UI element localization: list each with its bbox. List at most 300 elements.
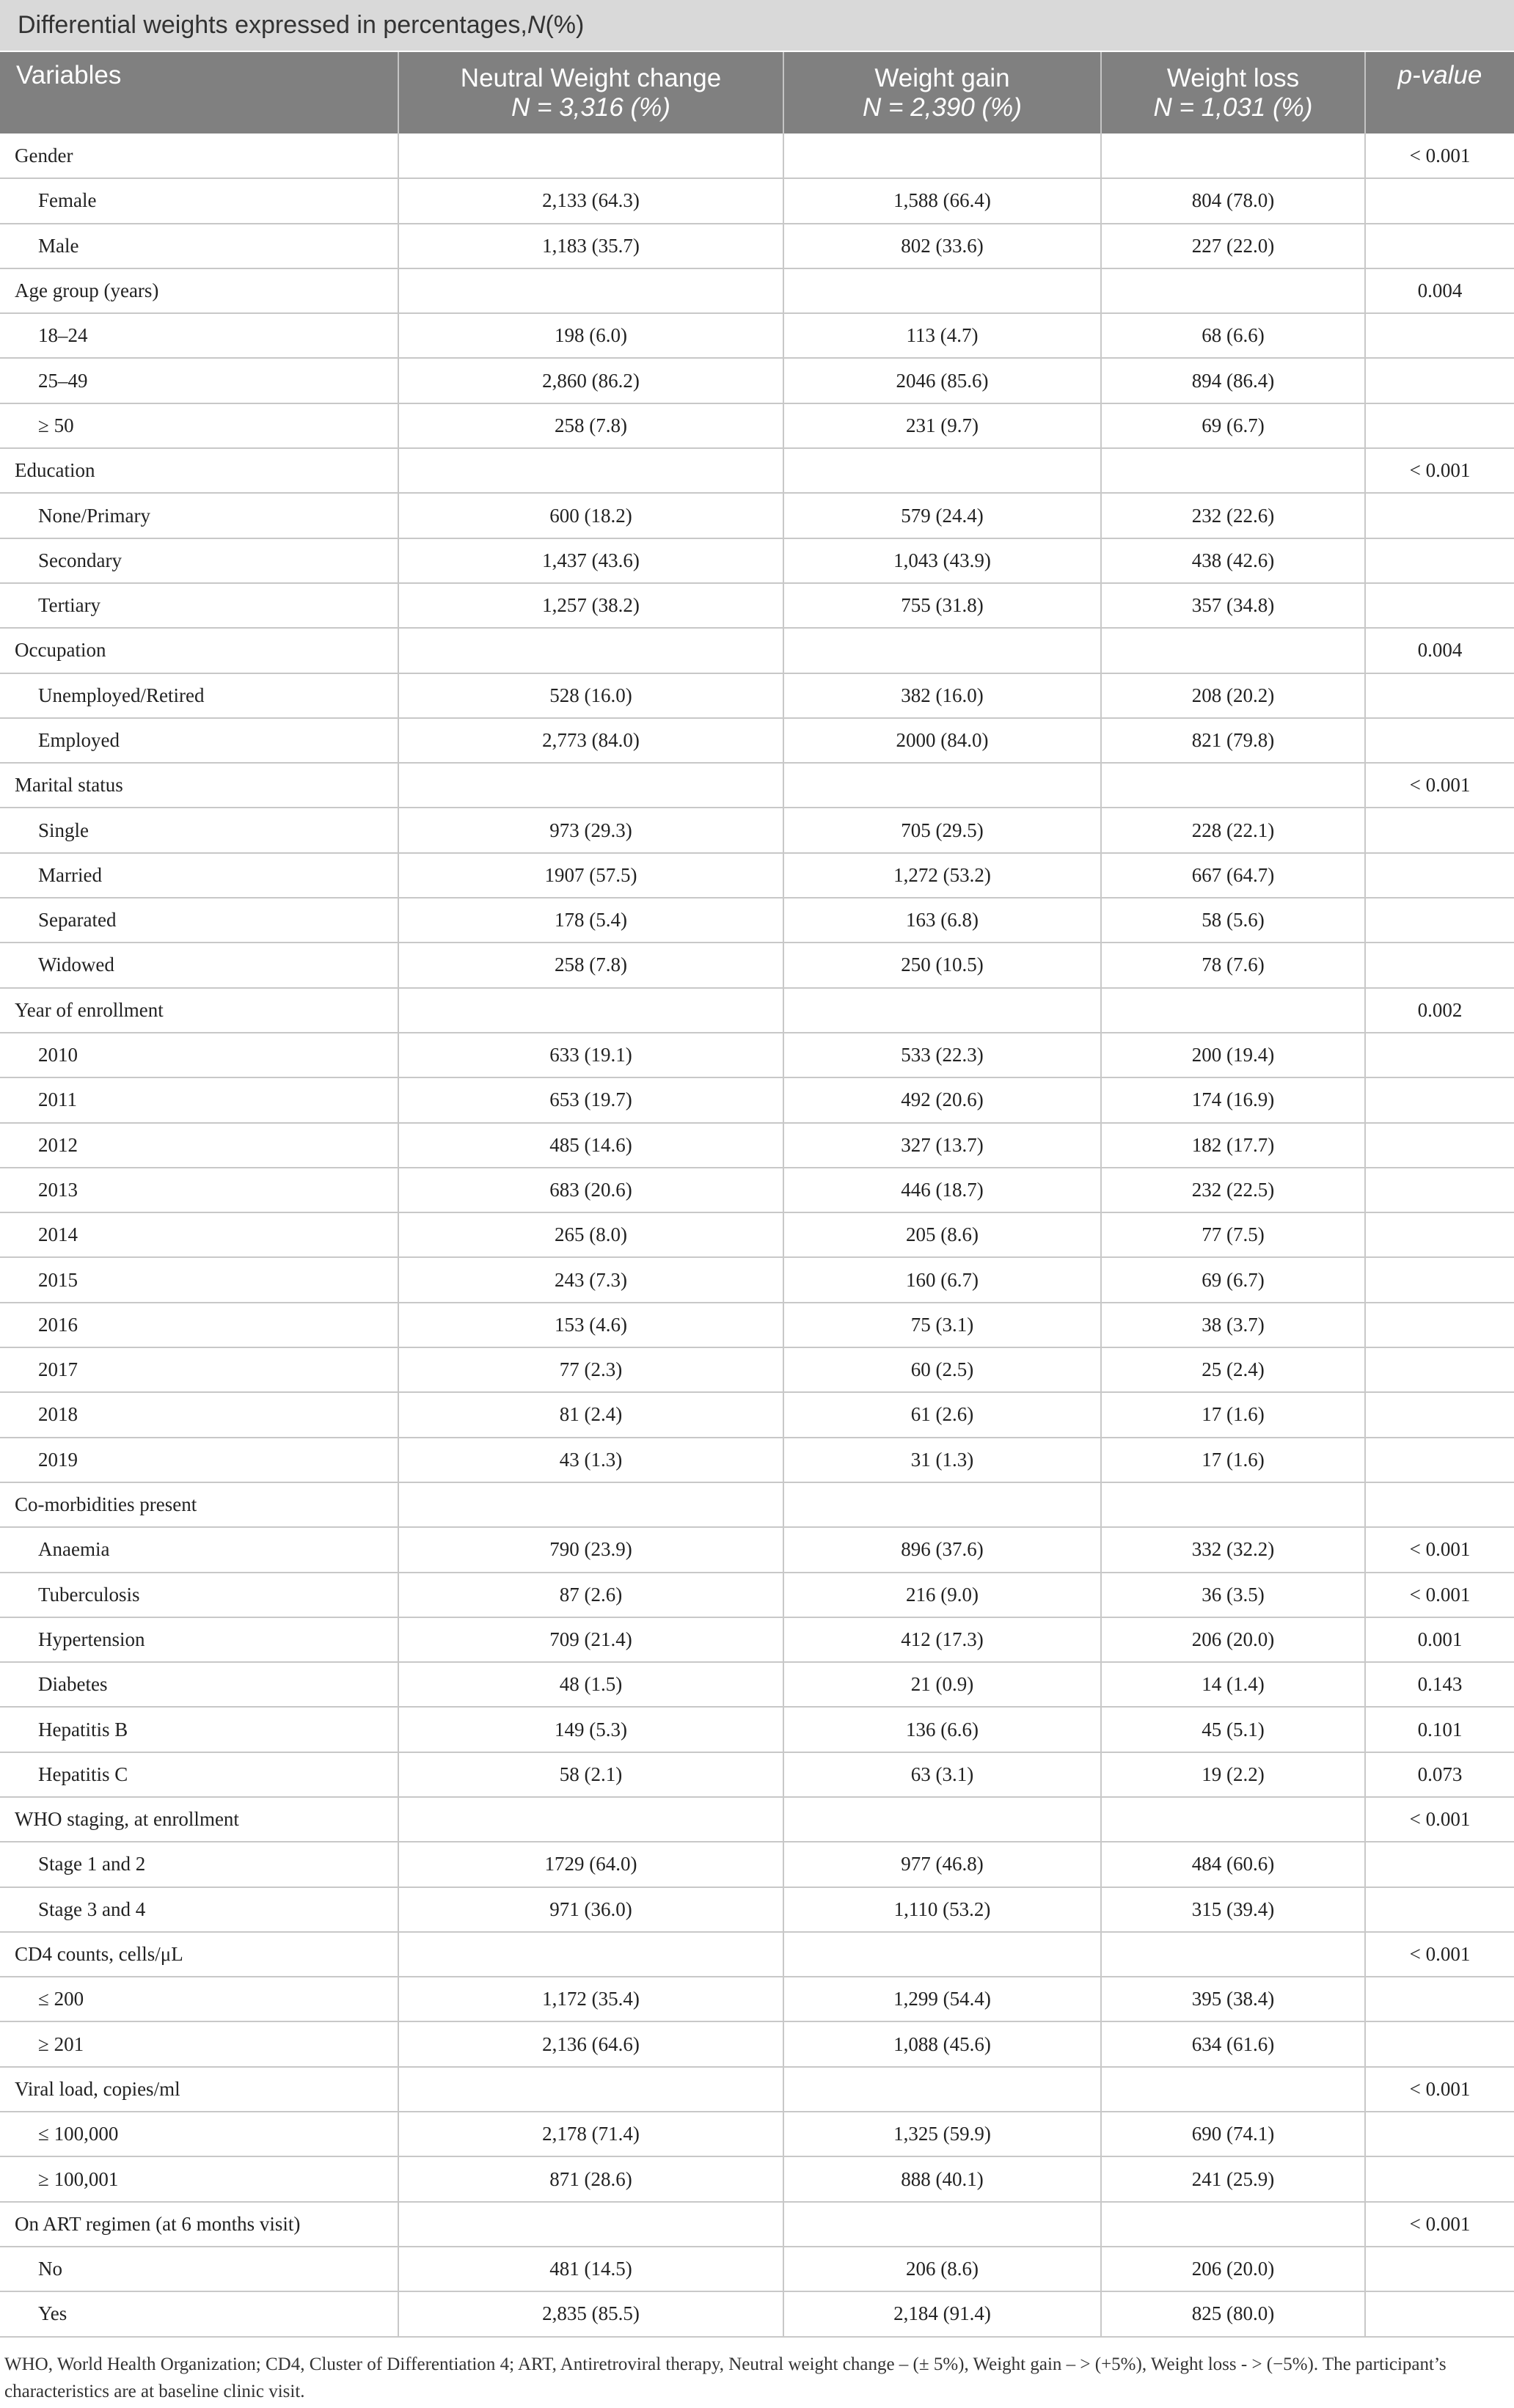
neutral-cell: 149 (5.3) <box>398 1707 783 1752</box>
table-body <box>0 133 1514 2337</box>
gain-cell <box>783 1932 1101 1977</box>
table-row <box>0 493 1514 538</box>
p-value-cell: < 0.001 <box>1365 763 1514 808</box>
gain-cell: 705 (29.5) <box>783 808 1101 852</box>
neutral-cell: 1729 (64.0) <box>398 1842 783 1886</box>
table-group-row <box>0 1797 1514 1842</box>
neutral-cell: 178 (5.4) <box>398 898 783 943</box>
p-value-cell <box>1365 583 1514 628</box>
row-label: 25–49 <box>0 358 398 403</box>
p-value-cell <box>1365 1033 1514 1077</box>
p-value-cell: 0.143 <box>1365 1662 1514 1707</box>
neutral-cell: 600 (18.2) <box>398 493 783 538</box>
neutral-cell: 1,172 (35.4) <box>398 1977 783 2021</box>
loss-cell: 894 (86.4) <box>1101 358 1365 403</box>
neutral-cell: 258 (7.8) <box>398 943 783 987</box>
p-value-cell <box>1365 1438 1514 1482</box>
p-value-cell <box>1365 2112 1514 2156</box>
loss-cell <box>1101 1797 1365 1842</box>
gain-cell <box>783 2202 1101 2247</box>
loss-cell: 200 (19.4) <box>1101 1033 1365 1077</box>
loss-cell: 228 (22.1) <box>1101 808 1365 852</box>
neutral-cell <box>398 133 783 178</box>
table-row <box>0 943 1514 987</box>
gain-cell <box>783 763 1101 808</box>
gain-cell: 412 (17.3) <box>783 1617 1101 1662</box>
p-value-cell <box>1365 898 1514 943</box>
neutral-cell <box>398 448 783 493</box>
table-row <box>0 1033 1514 1077</box>
row-label: 2019 <box>0 1438 398 1482</box>
caption-suffix: (%) <box>545 11 585 39</box>
table-row <box>0 583 1514 628</box>
table-group-row <box>0 268 1514 313</box>
gain-cell: 113 (4.7) <box>783 313 1101 358</box>
loss-cell: 825 (80.0) <box>1101 2291 1365 2336</box>
table-row <box>0 1303 1514 1347</box>
neutral-cell: 2,835 (85.5) <box>398 2291 783 2336</box>
gain-cell: 60 (2.5) <box>783 1347 1101 1392</box>
gain-cell: 2000 (84.0) <box>783 718 1101 763</box>
gain-cell: 136 (6.6) <box>783 1707 1101 1752</box>
header-gain <box>783 52 1101 133</box>
loss-cell: 232 (22.6) <box>1101 493 1365 538</box>
loss-cell: 36 (3.5) <box>1101 1573 1365 1617</box>
neutral-cell: 1,437 (43.6) <box>398 538 783 583</box>
header-loss <box>1101 52 1365 133</box>
gain-cell: 533 (22.3) <box>783 1033 1101 1077</box>
loss-cell: 69 (6.7) <box>1101 403 1365 448</box>
row-label: Age group (years) <box>0 268 398 313</box>
gain-cell: 21 (0.9) <box>783 1662 1101 1707</box>
neutral-cell: 1,183 (35.7) <box>398 224 783 268</box>
p-value-cell: < 0.001 <box>1365 1573 1514 1617</box>
row-label: Stage 3 and 4 <box>0 1887 398 1932</box>
table-row <box>0 673 1514 718</box>
p-value-cell <box>1365 2247 1514 2291</box>
neutral-cell: 48 (1.5) <box>398 1662 783 1707</box>
neutral-cell: 265 (8.0) <box>398 1212 783 1257</box>
row-label: 2014 <box>0 1212 398 1257</box>
p-value-cell <box>1365 1303 1514 1347</box>
row-label: No <box>0 2247 398 2291</box>
neutral-cell: 198 (6.0) <box>398 313 783 358</box>
neutral-cell: 58 (2.1) <box>398 1752 783 1797</box>
header-neutral-n: N = 3,316 (%) <box>511 92 670 122</box>
gain-cell: 802 (33.6) <box>783 224 1101 268</box>
header-loss-n: N = 1,031 (%) <box>1153 92 1313 122</box>
neutral-cell <box>398 1482 783 1527</box>
caption-text: Differential weights expressed in percentages, <box>18 11 527 39</box>
row-label: Tuberculosis <box>0 1573 398 1617</box>
table-row <box>0 1168 1514 1212</box>
header-loss-title: Weight loss <box>1166 63 1300 92</box>
table-row <box>0 1707 1514 1752</box>
loss-cell: 69 (6.7) <box>1101 1257 1365 1302</box>
gain-cell: 1,088 (45.6) <box>783 2021 1101 2066</box>
gain-cell: 160 (6.7) <box>783 1257 1101 1302</box>
table-group-row <box>0 763 1514 808</box>
neutral-cell <box>398 628 783 673</box>
table-row <box>0 1257 1514 1302</box>
loss-cell: 17 (1.6) <box>1101 1438 1365 1482</box>
row-label: Anaemia <box>0 1527 398 1572</box>
gain-cell: 205 (8.6) <box>783 1212 1101 1257</box>
row-label: None/Primary <box>0 493 398 538</box>
neutral-cell: 2,178 (71.4) <box>398 2112 783 2156</box>
p-value-cell: < 0.001 <box>1365 1932 1514 1977</box>
gain-cell <box>783 988 1101 1033</box>
row-label: Yes <box>0 2291 398 2336</box>
header-gain-n: N = 2,390 (%) <box>863 92 1022 122</box>
loss-cell: 78 (7.6) <box>1101 943 1365 987</box>
neutral-cell <box>398 2067 783 2112</box>
row-label: Separated <box>0 898 398 943</box>
row-label: Unemployed/Retired <box>0 673 398 718</box>
loss-cell: 174 (16.9) <box>1101 1077 1365 1122</box>
p-value-cell: 0.004 <box>1365 268 1514 313</box>
table-row <box>0 718 1514 763</box>
p-value-cell <box>1365 358 1514 403</box>
row-label: 2012 <box>0 1123 398 1168</box>
p-value-cell: 0.101 <box>1365 1707 1514 1752</box>
p-value-cell: < 0.001 <box>1365 448 1514 493</box>
row-label: Tertiary <box>0 583 398 628</box>
table-row <box>0 1392 1514 1437</box>
table-group-row <box>0 448 1514 493</box>
table-row <box>0 2156 1514 2201</box>
neutral-cell <box>398 988 783 1033</box>
p-value-cell: 0.001 <box>1365 1617 1514 1662</box>
gain-cell: 61 (2.6) <box>783 1392 1101 1437</box>
loss-cell: 208 (20.2) <box>1101 673 1365 718</box>
table-row <box>0 1438 1514 1482</box>
row-label: ≥ 50 <box>0 403 398 448</box>
table-row <box>0 1752 1514 1797</box>
row-label: Education <box>0 448 398 493</box>
table-group-row <box>0 133 1514 178</box>
loss-cell: 77 (7.5) <box>1101 1212 1365 1257</box>
neutral-cell: 1,257 (38.2) <box>398 583 783 628</box>
table-row <box>0 1212 1514 1257</box>
p-value-cell <box>1365 178 1514 223</box>
header-p-value <box>1365 52 1514 133</box>
p-value-cell <box>1365 1212 1514 1257</box>
neutral-cell <box>398 1797 783 1842</box>
row-label: 2013 <box>0 1168 398 1212</box>
p-value-cell <box>1365 538 1514 583</box>
loss-cell: 68 (6.6) <box>1101 313 1365 358</box>
gain-cell: 31 (1.3) <box>783 1438 1101 1482</box>
gain-cell <box>783 133 1101 178</box>
table-row <box>0 1662 1514 1707</box>
row-label: Occupation <box>0 628 398 673</box>
gain-cell: 2,184 (91.4) <box>783 2291 1101 2336</box>
gain-cell: 163 (6.8) <box>783 898 1101 943</box>
loss-cell <box>1101 1932 1365 1977</box>
neutral-cell: 153 (4.6) <box>398 1303 783 1347</box>
gain-cell: 977 (46.8) <box>783 1842 1101 1886</box>
row-label: On ART regimen (at 6 months visit) <box>0 2202 398 2247</box>
loss-cell: 206 (20.0) <box>1101 2247 1365 2291</box>
p-value-cell <box>1365 2291 1514 2336</box>
neutral-cell: 243 (7.3) <box>398 1257 783 1302</box>
row-label: Viral load, copies/ml <box>0 2067 398 2112</box>
row-label: 2018 <box>0 1392 398 1437</box>
table-group-row <box>0 628 1514 673</box>
p-value-cell <box>1365 313 1514 358</box>
gain-cell: 1,325 (59.9) <box>783 2112 1101 2156</box>
p-value-cell <box>1365 1977 1514 2021</box>
neutral-cell: 485 (14.6) <box>398 1123 783 1168</box>
table-row <box>0 2291 1514 2336</box>
neutral-cell: 77 (2.3) <box>398 1347 783 1392</box>
loss-cell: 357 (34.8) <box>1101 583 1365 628</box>
table-group-row <box>0 2202 1514 2247</box>
loss-cell: 634 (61.6) <box>1101 2021 1365 2066</box>
loss-cell <box>1101 133 1365 178</box>
gain-cell: 250 (10.5) <box>783 943 1101 987</box>
table-caption <box>0 0 1514 52</box>
row-label: Year of enrollment <box>0 988 398 1033</box>
loss-cell: 45 (5.1) <box>1101 1707 1365 1752</box>
loss-cell: 395 (38.4) <box>1101 1977 1365 2021</box>
p-value-cell: < 0.001 <box>1365 133 1514 178</box>
row-label: ≤ 100,000 <box>0 2112 398 2156</box>
p-value-cell <box>1365 1347 1514 1392</box>
row-label: WHO staging, at enrollment <box>0 1797 398 1842</box>
loss-cell <box>1101 628 1365 673</box>
neutral-cell: 43 (1.3) <box>398 1438 783 1482</box>
loss-cell <box>1101 448 1365 493</box>
table-row <box>0 403 1514 448</box>
loss-cell <box>1101 1482 1365 1527</box>
row-label: Diabetes <box>0 1662 398 1707</box>
loss-cell: 804 (78.0) <box>1101 178 1365 223</box>
neutral-cell: 81 (2.4) <box>398 1392 783 1437</box>
weights-table <box>0 52 1514 2338</box>
row-label: 2017 <box>0 1347 398 1392</box>
gain-cell: 896 (37.6) <box>783 1527 1101 1572</box>
row-label: ≥ 100,001 <box>0 2156 398 2201</box>
caption-n: N <box>527 11 546 39</box>
header-neutral <box>398 52 783 133</box>
neutral-cell: 790 (23.9) <box>398 1527 783 1572</box>
neutral-cell: 973 (29.3) <box>398 808 783 852</box>
gain-cell: 206 (8.6) <box>783 2247 1101 2291</box>
p-value-cell <box>1365 2021 1514 2066</box>
gain-cell <box>783 2067 1101 2112</box>
gain-cell: 75 (3.1) <box>783 1303 1101 1347</box>
header-neutral-title: Neutral Weight change <box>460 63 722 92</box>
loss-cell: 667 (64.7) <box>1101 853 1365 898</box>
loss-cell <box>1101 988 1365 1033</box>
row-label: Male <box>0 224 398 268</box>
table-row <box>0 1573 1514 1617</box>
table-row <box>0 2112 1514 2156</box>
row-label: Marital status <box>0 763 398 808</box>
p-value-cell <box>1365 1842 1514 1886</box>
loss-cell: 332 (32.2) <box>1101 1527 1365 1572</box>
loss-cell: 19 (2.2) <box>1101 1752 1365 1797</box>
gain-cell: 327 (13.7) <box>783 1123 1101 1168</box>
table-row <box>0 1527 1514 1572</box>
table-group-row <box>0 1482 1514 1527</box>
table-row <box>0 2021 1514 2066</box>
gain-cell: 446 (18.7) <box>783 1168 1101 1212</box>
loss-cell: 25 (2.4) <box>1101 1347 1365 1392</box>
p-value-cell: < 0.001 <box>1365 2202 1514 2247</box>
row-label: Single <box>0 808 398 852</box>
p-value-cell: < 0.001 <box>1365 1527 1514 1572</box>
table-header <box>0 52 1514 133</box>
neutral-cell: 683 (20.6) <box>398 1168 783 1212</box>
row-label: Hypertension <box>0 1617 398 1662</box>
loss-cell: 232 (22.5) <box>1101 1168 1365 1212</box>
header-variables: Variables <box>0 52 398 133</box>
loss-cell <box>1101 763 1365 808</box>
row-label: Married <box>0 853 398 898</box>
table-row <box>0 1842 1514 1886</box>
loss-cell: 690 (74.1) <box>1101 2112 1365 2156</box>
gain-cell <box>783 628 1101 673</box>
table-row <box>0 313 1514 358</box>
gain-cell: 216 (9.0) <box>783 1573 1101 1617</box>
header-p-label: p-value <box>1397 61 1482 89</box>
p-value-cell <box>1365 673 1514 718</box>
table-row <box>0 1347 1514 1392</box>
p-value-cell <box>1365 493 1514 538</box>
table-row <box>0 538 1514 583</box>
row-label: ≥ 201 <box>0 2021 398 2066</box>
gain-cell: 382 (16.0) <box>783 673 1101 718</box>
loss-cell: 38 (3.7) <box>1101 1303 1365 1347</box>
table-row <box>0 1977 1514 2021</box>
neutral-cell: 2,860 (86.2) <box>398 358 783 403</box>
table-group-row <box>0 988 1514 1033</box>
row-label: 18–24 <box>0 313 398 358</box>
row-label: Employed <box>0 718 398 763</box>
row-label: Female <box>0 178 398 223</box>
header-gain-title: Weight gain <box>874 63 1010 92</box>
gain-cell: 755 (31.8) <box>783 583 1101 628</box>
p-value-cell: < 0.001 <box>1365 1797 1514 1842</box>
loss-cell <box>1101 2202 1365 2247</box>
loss-cell <box>1101 2067 1365 2112</box>
p-value-cell <box>1365 1168 1514 1212</box>
p-value-cell <box>1365 808 1514 852</box>
table-row <box>0 853 1514 898</box>
row-label: Gender <box>0 133 398 178</box>
loss-cell: 241 (25.9) <box>1101 2156 1365 2201</box>
p-value-cell <box>1365 718 1514 763</box>
table-row <box>0 1077 1514 1122</box>
gain-cell: 1,110 (53.2) <box>783 1887 1101 1932</box>
loss-cell: 821 (79.8) <box>1101 718 1365 763</box>
table-row <box>0 1887 1514 1932</box>
row-label: Widowed <box>0 943 398 987</box>
table-row <box>0 1617 1514 1662</box>
p-value-cell <box>1365 1887 1514 1932</box>
p-value-cell <box>1365 2156 1514 2201</box>
p-value-cell <box>1365 1123 1514 1168</box>
p-value-cell: 0.002 <box>1365 988 1514 1033</box>
neutral-cell <box>398 268 783 313</box>
gain-cell: 231 (9.7) <box>783 403 1101 448</box>
neutral-cell: 2,773 (84.0) <box>398 718 783 763</box>
p-value-cell <box>1365 1392 1514 1437</box>
gain-cell: 1,588 (66.4) <box>783 178 1101 223</box>
loss-cell: 182 (17.7) <box>1101 1123 1365 1168</box>
gain-cell: 492 (20.6) <box>783 1077 1101 1122</box>
row-label: 2010 <box>0 1033 398 1077</box>
row-label: Co-morbidities present <box>0 1482 398 1527</box>
loss-cell: 14 (1.4) <box>1101 1662 1365 1707</box>
p-value-cell: < 0.001 <box>1365 2067 1514 2112</box>
loss-cell: 484 (60.6) <box>1101 1842 1365 1886</box>
neutral-cell <box>398 2202 783 2247</box>
table-row <box>0 224 1514 268</box>
header-row <box>0 52 1514 133</box>
loss-cell: 206 (20.0) <box>1101 1617 1365 1662</box>
gain-cell: 63 (3.1) <box>783 1752 1101 1797</box>
gain-cell: 2046 (85.6) <box>783 358 1101 403</box>
row-label: 2011 <box>0 1077 398 1122</box>
row-label: 2015 <box>0 1257 398 1302</box>
row-label: ≤ 200 <box>0 1977 398 2021</box>
row-label: Hepatitis B <box>0 1707 398 1752</box>
neutral-cell: 653 (19.7) <box>398 1077 783 1122</box>
table-row <box>0 898 1514 943</box>
row-label: 2016 <box>0 1303 398 1347</box>
gain-cell: 1,043 (43.9) <box>783 538 1101 583</box>
neutral-cell: 709 (21.4) <box>398 1617 783 1662</box>
table-row <box>0 178 1514 223</box>
gain-cell <box>783 1797 1101 1842</box>
neutral-cell: 528 (16.0) <box>398 673 783 718</box>
neutral-cell <box>398 1932 783 1977</box>
neutral-cell <box>398 763 783 808</box>
row-label: Stage 1 and 2 <box>0 1842 398 1886</box>
loss-cell: 315 (39.4) <box>1101 1887 1365 1932</box>
neutral-cell: 258 (7.8) <box>398 403 783 448</box>
gain-cell: 579 (24.4) <box>783 493 1101 538</box>
neutral-cell: 2,136 (64.6) <box>398 2021 783 2066</box>
neutral-cell: 87 (2.6) <box>398 1573 783 1617</box>
gain-cell <box>783 448 1101 493</box>
p-value-cell: 0.073 <box>1365 1752 1514 1797</box>
gain-cell: 888 (40.1) <box>783 2156 1101 2201</box>
row-label: Hepatitis C <box>0 1752 398 1797</box>
p-value-cell <box>1365 943 1514 987</box>
table-group-row <box>0 2067 1514 2112</box>
loss-cell: 227 (22.0) <box>1101 224 1365 268</box>
table-row <box>0 1123 1514 1168</box>
gain-cell <box>783 1482 1101 1527</box>
table-row <box>0 808 1514 852</box>
p-value-cell <box>1365 403 1514 448</box>
loss-cell <box>1101 268 1365 313</box>
gain-cell: 1,299 (54.4) <box>783 1977 1101 2021</box>
neutral-cell: 2,133 (64.3) <box>398 178 783 223</box>
gain-cell <box>783 268 1101 313</box>
p-value-cell <box>1365 224 1514 268</box>
row-label: CD4 counts, cells/μL <box>0 1932 398 1977</box>
gain-cell: 1,272 (53.2) <box>783 853 1101 898</box>
neutral-cell: 481 (14.5) <box>398 2247 783 2291</box>
p-value-cell: 0.004 <box>1365 628 1514 673</box>
loss-cell: 17 (1.6) <box>1101 1392 1365 1437</box>
